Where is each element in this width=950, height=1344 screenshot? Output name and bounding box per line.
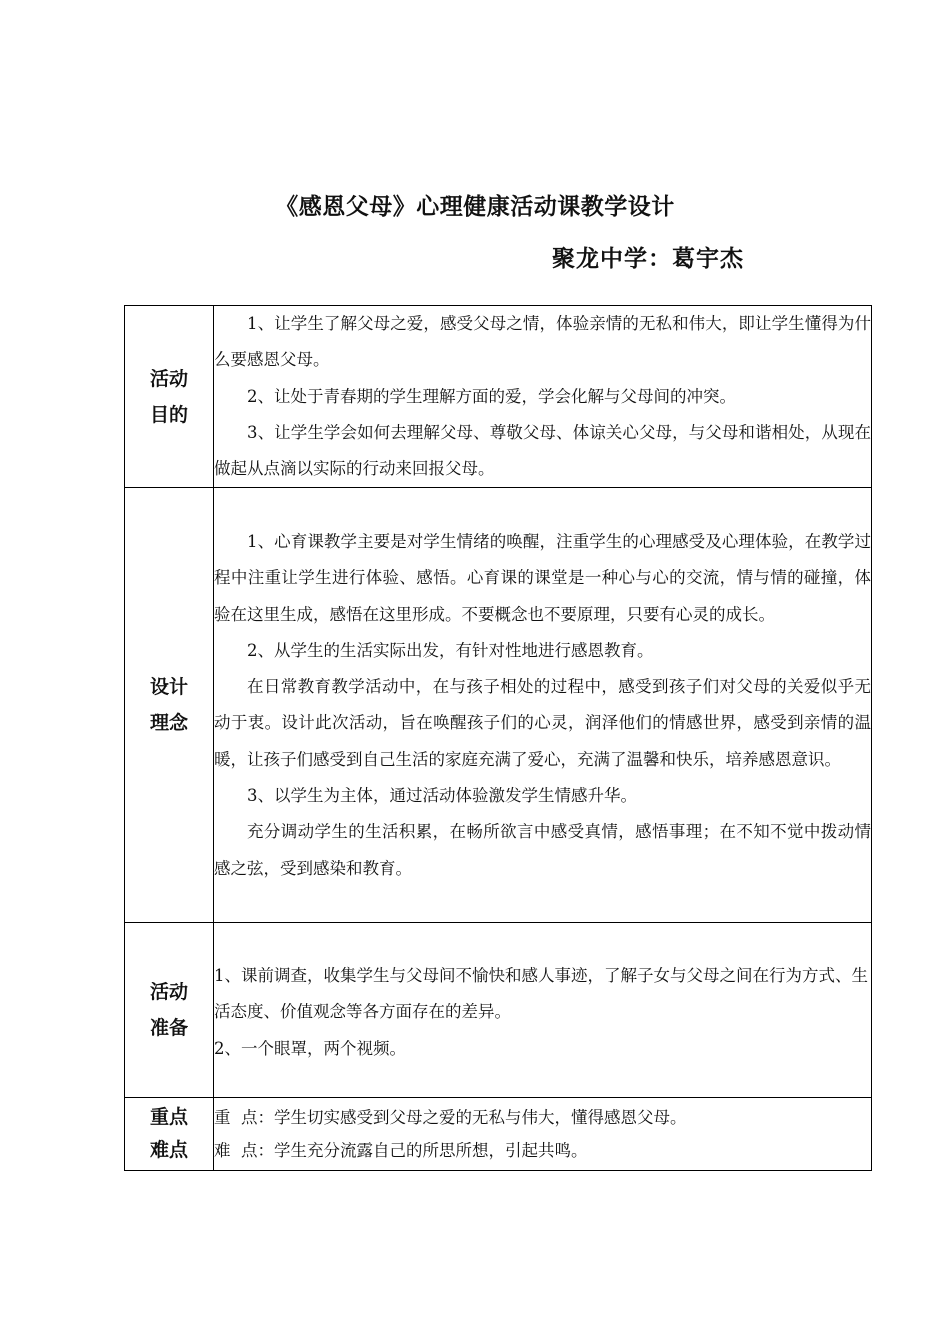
paragraph: 3、让学生学会如何去理解父母、尊敬父母、体谅关心父母，与父母和谐相处，从现在做起从点滴以实际的行动来回报父母。 [214,422,871,479]
label-line: 准备 [149,1017,188,1040]
paragraph: 2、一个眼罩，两个视频。 [214,1038,406,1058]
table-row-activity-preparation [125,923,872,1098]
row-content-activity-goal [214,306,872,488]
paragraph: 难 点：学生充分流露自己的所思所想，引起共鸣。 [214,1141,588,1161]
paragraph: 1、课前调查，收集学生与父母间不愉快和感人事迹，了解子女与父母之间在行为方式、生活态度、价值观念等各方面存在的差异。 [214,966,868,1022]
row-label-activity-goal [125,306,214,488]
lesson-plan-table [124,305,872,1171]
document-title: 《感恩父母》心理健康活动课教学设计 [275,194,675,220]
paragraph: 3、以学生为主体，通过活动体验激发学生情感升华。 [247,786,637,806]
label-line: 活动 [149,367,188,390]
paragraph: 2、让处于青春期的学生理解方面的爱，学会化解与父母间的冲突。 [247,386,736,406]
row-label-key-points [125,1098,214,1171]
row-label-activity-preparation [125,923,214,1098]
table-row-activity-goal [125,306,872,488]
row-content-design-concept [214,488,872,923]
paragraph: 重 点：学生切实感受到父母之爱的无私与伟大，懂得感恩父母。 [214,1108,687,1128]
paragraph: 充分调动学生的生活积累，在畅所欲言中感受真情，感悟事理；在不知不觉中拨动情感之弦，受到感染和教育。 [214,822,871,878]
label-line: 活动 [149,981,188,1004]
row-content-activity-preparation [214,923,872,1098]
table-row-design-concept [125,488,872,923]
label-line: 设计 [149,676,188,699]
label-line: 难点 [149,1139,188,1162]
label-line: 理念 [149,712,188,735]
table-row-key-points [125,1098,872,1171]
paragraph: 在日常教育教学活动中，在与孩子相处的过程中，感受到孩子们对父母的关爱似乎无动于衷。设计此次活动，旨在唤醒孩子们的心灵，润泽他们的情感世界，感受到亲情的温暖，让孩子们感受到自己生活的家庭充满了爱心，充满了温馨和快乐，培养感恩意识。 [214,677,871,769]
paragraph: 1、让学生了解父母之爱，感受父母之情，体验亲情的无私和伟大，即让学生懂得为什么要感恩父母。 [214,314,871,370]
paragraph: 1、心育课教学主要是对学生情绪的唤醒，注重学生的心理感受及心理体验，在教学过程中注重让学生进行体验、感悟。心育课的课堂是一种心与心的交流，情与情的碰撞，体验在这里生成，感悟在这里形成。不要概念也不要原理，只要有心灵的成长。 [214,532,871,624]
paragraph: 2、从学生的生活实际出发，有针对性地进行感恩教育。 [247,640,654,660]
row-label-design-concept [125,488,214,923]
label-line: 目的 [149,403,188,426]
author-line: 聚龙中学：葛宇杰 [552,246,744,272]
label-line: 重点 [149,1106,188,1129]
row-content-key-points [214,1098,872,1171]
